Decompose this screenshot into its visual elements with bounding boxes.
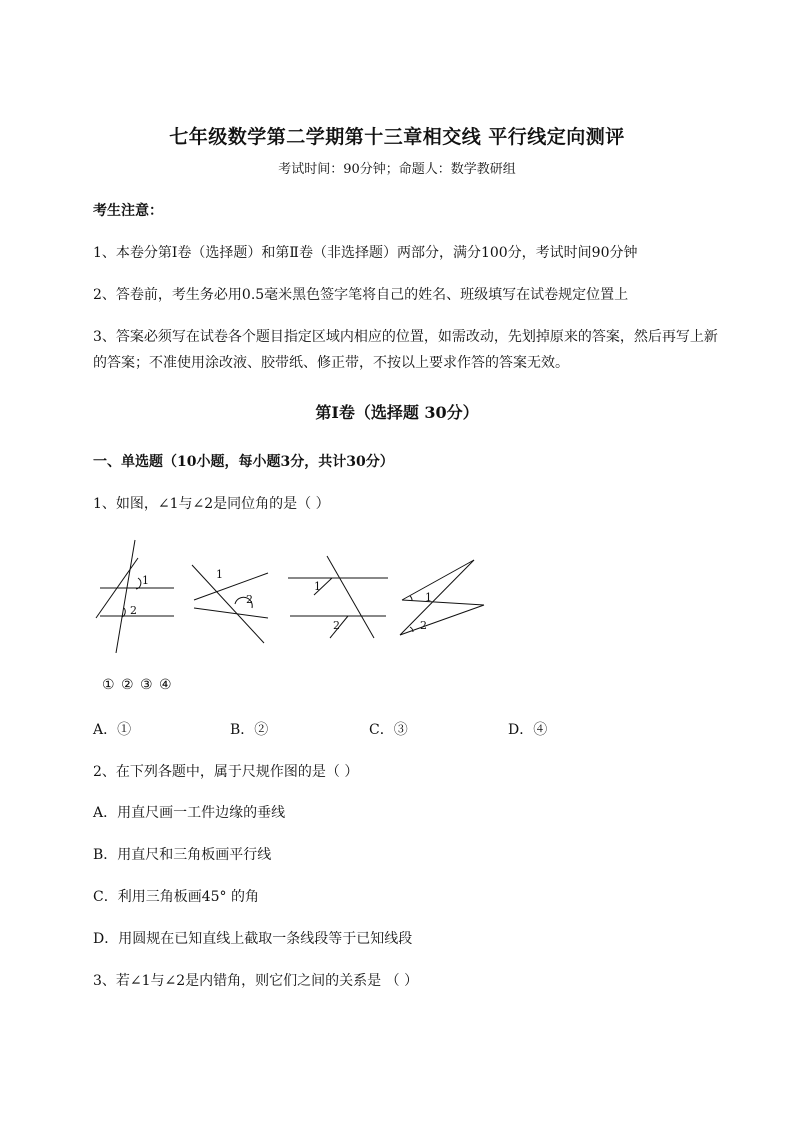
- figure-1-label-2: 2: [130, 604, 137, 617]
- part-heading: 一、单选题（10小题，每小题3分，共计30分）: [93, 454, 394, 470]
- question-1-stem: 1、如图，∠1与∠2是同位角的是（ ）: [93, 496, 330, 512]
- figure-2-label-2: 2: [246, 593, 253, 606]
- notice-item-3: 3、答案必须写在试卷各个题目指定区域内相应的位置，如需改动，先划掉原来的答案，然后再写上新: [93, 329, 718, 345]
- question-1-option-c[interactable]: C．③: [369, 722, 408, 738]
- figure-caption: ① ② ③ ④: [102, 677, 173, 693]
- notice-item-2: 2、答卷前，考生务必用0.5毫米黑色签字笔将自己的姓名、班级填写在试卷规定位置上: [93, 287, 629, 303]
- question-2-option-d[interactable]: D．用圆规在已知直线上截取一条线段等于已知线段: [93, 931, 413, 947]
- figure-4-label-1: 1: [425, 591, 432, 604]
- figure-1-label-1: 1: [142, 574, 149, 587]
- notice-item-3-cont: 的答案；不准使用涂改液、胶带纸、修正带，不按以上要求作答的答案无效。: [93, 355, 569, 371]
- figure-2-label-1: 1: [216, 568, 223, 581]
- question-1-option-d[interactable]: D．④: [508, 722, 548, 738]
- figure-3-label-2: 2: [333, 619, 340, 632]
- question-1-option-a[interactable]: A．①: [93, 722, 132, 738]
- question-3-stem: 3、若∠1与∠2是内错角，则它们之间的关系是 （ ）: [93, 973, 419, 989]
- notice-item-1: 1、本卷分第Ⅰ卷（选择题）和第Ⅱ卷（非选择题）两部分，满分100分，考试时间90分钟: [93, 245, 638, 261]
- question-1-option-b[interactable]: B．②: [230, 722, 269, 738]
- figure-4: [400, 560, 484, 635]
- figure-4-label-2: 2: [420, 619, 427, 632]
- figure-1: [96, 540, 174, 653]
- figure-3: [288, 556, 388, 638]
- question-2-option-b[interactable]: B．用直尺和三角板画平行线: [93, 847, 272, 863]
- section-title: 第Ⅰ卷（选择题 30分）: [315, 403, 479, 422]
- page-title: 七年级数学第二学期第十三章相交线 平行线定向测评: [169, 126, 625, 148]
- question-2-stem: 2、在下列各题中，属于尺规作图的是（ ）: [93, 764, 359, 780]
- question-2-option-a[interactable]: A．用直尺画一工件边缘的垂线: [93, 805, 286, 821]
- exam-info: 考试时间：90分钟；命题人：数学教研组: [278, 162, 516, 177]
- notice-heading: 考生注意：: [93, 203, 163, 219]
- figure-3-label-1: 1: [314, 580, 321, 593]
- figure-2: [192, 565, 268, 643]
- question-2-option-c[interactable]: C．利用三角板画45° 的角: [93, 889, 259, 905]
- question-1-figures: [92, 538, 492, 653]
